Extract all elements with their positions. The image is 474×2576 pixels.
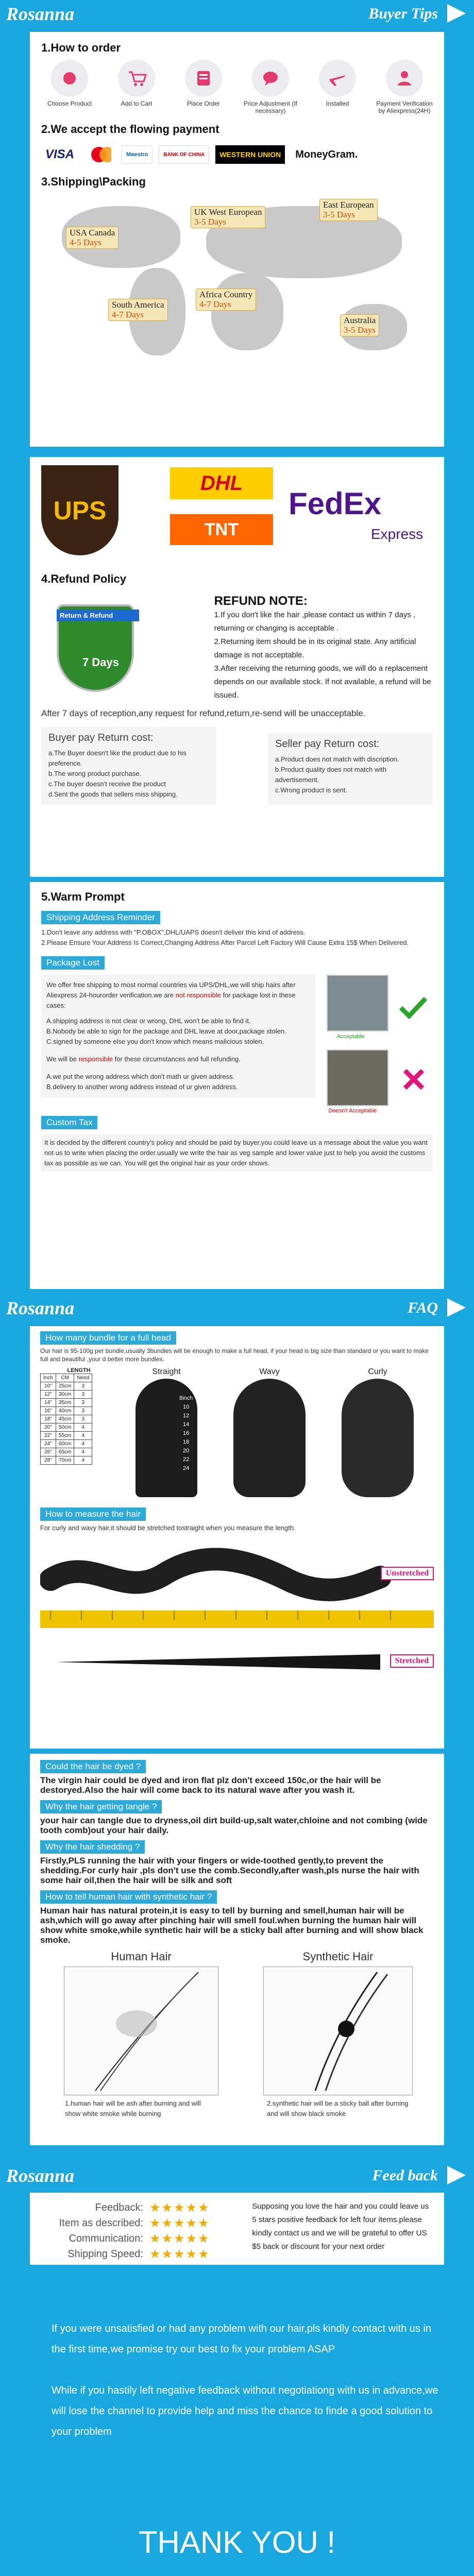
rating-rows — [40, 2200, 252, 2261]
style-straight: Straight — [136, 1367, 197, 1497]
arrow-icon — [447, 1298, 466, 1317]
dhl-logo: DHL — [170, 467, 273, 499]
label-usa-canada: USA Canada 4-5 Days — [66, 227, 118, 249]
buyer-return: Buyer pay Return cost: a.The Buyer doesn't like the product due to his preference. b.The wrong product purchase. c.The buyer doesn't receive the product d.Sent the goods that sellers miss shipping. — [41, 727, 216, 805]
brand-logo: Rosanna — [6, 4, 75, 24]
refund-item: 3.After receiving the returning goods, we will do a replacement depends on our available stock. If not available, a refund will be issued. — [214, 664, 431, 700]
header-faq — [0, 1294, 474, 1321]
feedback-notes — [52, 2318, 443, 2442]
arrow-icon — [447, 4, 466, 23]
check-icon — [399, 995, 428, 1019]
refund-item: 2.Returning item should be in its original state. Any artificial damage is not acceptable. — [214, 637, 416, 659]
address-title: Shipping Address Reminder — [41, 911, 160, 924]
burn-test — [40, 1950, 434, 2119]
section-title: Feed back — [372, 2167, 438, 2184]
not-acceptable-label: Doesn't Acceptable — [328, 1108, 377, 1114]
seller-return: Seller pay Return cost: a.Product does not match with discription. b.Product quality does not match with advertisement. c.Wrong product is sent. — [268, 733, 433, 805]
step-place: Place Order — [175, 60, 232, 114]
qa-answer: Human hair has natural protein,it is easy to tell by burning and smell,human hair will be ash,which will go away after pinching hair will smell foul.when burning the human hair will show white smoke,while synthetic hair will be a sticky ball after burning and will show black smoke. — [40, 1906, 424, 1945]
refund-body — [41, 594, 433, 702]
step-cart: Add to Cart — [108, 60, 165, 114]
bundle-title: How many bundle for a full head — [40, 1331, 176, 1345]
qa-answer: The virgin hair could be dyed and iron flat plz don't exceed 150c,or the hair will be destoryed.Also the hair will come back to its natural wave after you wash it. — [40, 1775, 381, 1795]
refund-note — [214, 594, 433, 702]
tax-text: It is decided by the different country's policy and should be paid by buyer.you could leave us a message about the value you want not us to write when placing the order.usually we write the hair as veg sample and lower value just to help you avoid the customs tax as possible as we can. You will get the original hair as your order shows. — [41, 1134, 433, 1172]
label-east-europe: East European 3-5 Days — [319, 199, 378, 221]
brand-logo: Rosanna — [6, 1298, 75, 1318]
rating-row: Communication: ★★★★★ — [69, 2231, 210, 2246]
length-table-grid: Inch CM Need 10" 25cm 3 12" 30cm 3 14" 35cm 3 16" 40cm 3 18" 45cm 3 20" 50cm 4 22" 55cm 4 24" 60cm 4 26" 65cm 4 28" 70cm 4 — [40, 1374, 92, 1465]
thank-you: THANK YOU ! — [138, 2525, 336, 2560]
synthetic-hair-test: Synthetic Hair 2.synthetic hair will be a sticky ball after burning and will show black smoke — [261, 1950, 415, 2119]
carrier-logos — [41, 465, 433, 568]
label-africa: Africa Country 4-7 Days — [196, 289, 256, 311]
label-australia: Australia 3-5 Days — [340, 314, 379, 336]
synthetic-hair-graphic — [264, 1967, 412, 2095]
style-curly: Curly — [342, 1367, 414, 1497]
hair-styles — [117, 1367, 432, 1497]
warm-heading: 5.Warm Prompt — [41, 890, 125, 903]
rating-row: Feedback: ★★★★★ — [95, 2200, 210, 2215]
refund-after: After 7 days of reception,any request for refund,return,re-send will be unacceptable. — [41, 708, 366, 718]
note-unsatisfied: If you were unsatisfied or had any problem with our hair,pls kindly contact with us in the first time,we promise try our best to fix your problem ASAP — [52, 2323, 432, 2355]
section-title: Buyer Tips — [368, 5, 438, 22]
qa-question: Could the hair be dyed ? — [40, 1760, 146, 1773]
panel-warm-prompt — [30, 882, 444, 1289]
refund-badge: Return & Refund 7 Days — [41, 594, 214, 702]
mastercard-logo — [84, 145, 115, 164]
style-wavy: Wavy — [233, 1367, 306, 1497]
arrow-icon — [447, 2166, 466, 2184]
delivery-photos — [321, 975, 433, 1114]
unstretched-label: Unstretched — [381, 1567, 434, 1580]
length-ruler: 8inch 10 12 14 16 18 20 22 24 — [179, 1395, 193, 1471]
maestro-logo: Maestro — [122, 145, 153, 164]
rating-row: Shipping Speed: ★★★★★ — [67, 2247, 210, 2261]
lost-text: We offer free shipping to most normal countries via UPS/DHL,we will ship hairs after Aliexpress 24-hourorder verification.we are not responsible for package lost in these cases: A.shipping address is not clear or wrong, DHL won't be able to find it. B.Nobody be able to sign for the package and DHL leave at door,package stolen. C.signed by someone else you don't know which means malicious stolen. We will be responsible for these circumstances and full refunding. A.we put the wrong address which don't math ur given address. B.delivery to another wrong address instead of ur given address. — [41, 975, 315, 1097]
lost-title: Package Lost — [41, 956, 105, 970]
qa-question: Why the hair getting tangle ? — [40, 1800, 162, 1814]
label-south-america: South America 4-7 Days — [108, 299, 168, 321]
note-negative: While if you hastily left negative feedback without negotiationg with us in advance,we will lose the channel to provide help and miss the chance to finde a good solution to your problem — [52, 2385, 438, 2437]
panel-bundle — [30, 1326, 444, 1749]
shipping-heading: 3.Shipping\Packing — [41, 175, 146, 188]
step-verify: Payment Verification by Aliexpress(24H) — [376, 60, 433, 114]
tax-title: Custom Tax — [41, 1116, 97, 1129]
star-icons: ★★★★★ — [149, 2200, 210, 2215]
plane-icon — [327, 68, 348, 89]
panel-qa — [30, 1754, 444, 2145]
return-cost — [41, 727, 433, 805]
door-photo — [327, 975, 388, 1031]
refund-heading: 4.Refund Policy — [41, 572, 127, 585]
chat-icon — [260, 68, 281, 89]
address-line: 1.Don't leave any address with "P.OBOX",DHL/UAPS doesn't deliver this kind of address. — [41, 928, 306, 936]
header-feedback — [0, 2162, 474, 2189]
moneygram-logo: MoneyGram. — [295, 148, 358, 160]
qa-question: How to tell human hair with synthetic hair ? — [40, 1890, 217, 1904]
order-heading: 1.How to order — [41, 41, 121, 54]
refund-note-title: REFUND NOTE: — [214, 594, 308, 608]
hand-icon — [59, 68, 80, 89]
step-price: Price Adjustment (If necessary) — [242, 60, 299, 114]
payment-heading: 2.We accept the flowing payment — [41, 123, 219, 135]
payment-logos — [41, 144, 433, 165]
ups-logo: UPS — [41, 465, 118, 555]
porch-photo — [327, 1049, 388, 1106]
star-icons: ★★★★★ — [149, 2216, 210, 2230]
measure-title: How to measure the hair — [40, 1507, 146, 1521]
fedex-express-label: Express — [371, 526, 424, 542]
bundle-body — [40, 1367, 434, 1497]
human-hair-graphic — [64, 1967, 218, 2095]
refund-item: 1.If you don't like the hair ,please contact us within 7 days , returning or changing is acceptable . — [214, 611, 416, 633]
step-installed: Installed — [309, 60, 366, 114]
qa-answer: your hair can tangle due to dryness,oil dirt build-up,salt water,chloine and not combing (wide tooth comb)out your hair daily. — [40, 1816, 428, 1835]
rating-row: Item as described: ★★★★★ — [59, 2216, 210, 2230]
address-line: 2.Please Ensure Your Address Is Correct,Changing Address After Parcel Left Factory Will Cause Extra 15$ When Delivered. — [41, 939, 409, 946]
qa-answer: Firstly,PLS running the hair with your fingers or wide-toothed gently,to prevent the shedding.For curly hair ,pls don't use the comb.Secondly,after wash,pls nurse the hair with some hair oil,then the hair will be silk and soft — [40, 1856, 419, 1885]
cross-icon — [402, 1067, 426, 1091]
stretched-label: Stretched — [390, 1654, 434, 1668]
measure-illustration — [40, 1538, 434, 1688]
western-union-logo: WESTERN UNION — [215, 145, 285, 164]
section-title: FAQ — [408, 1299, 438, 1316]
qa-question: Why the hair shedding ? — [40, 1840, 145, 1854]
panel-refund — [30, 457, 444, 877]
length-table: LENGTH Inch CM Need 10" 25cm 3 12" 30cm 3 14" 35cm 3 16" 40cm 3 18" 45cm 3 20" 50cm 4 22" 55cm 4 24" 60cm 4 26" 65cm 4 28" 70cm 4 — [40, 1367, 117, 1497]
human-hair-test: Human Hair 1.human hair will be ash after burning and will show white smoke while burning — [59, 1950, 224, 2119]
bank-of-china-logo: BANK OF CHINA — [159, 145, 209, 164]
hair-ruler-graphic — [40, 1538, 434, 1688]
feedback-text: Supposing you love the hair and you could leave us 5 stars positive feedback for left four items.please kindly contact us and we will be grateful to offer US $5 back or discount for your next order — [252, 2202, 429, 2251]
tnt-logo: TNT — [170, 514, 273, 545]
label-uk-west-europe: UK West European 3-5 Days — [191, 206, 265, 228]
visa-logo: VISA — [45, 147, 75, 161]
person-icon — [394, 68, 415, 89]
cart-icon — [126, 68, 147, 89]
acceptable-label: Acceptable — [336, 1033, 365, 1040]
bundle-text: Our hair is 95-100g per bundle,usually 3bundles will be enough to make a full head, if your head is big size than standard or you want to make full and beautiful ,your d better more bundles. — [40, 1347, 429, 1363]
measure-text: For curly and wavy hair,it should be stretched tostraight when you measure the length. — [40, 1524, 296, 1532]
lost-body — [41, 975, 433, 1114]
fedex-logo: FedEx — [289, 486, 382, 521]
order-steps — [41, 60, 433, 114]
panel-order — [30, 32, 444, 447]
panel-feedback — [30, 2193, 444, 2265]
header-buyer-tips — [0, 0, 474, 27]
brand-logo: Rosanna — [6, 2165, 75, 2186]
star-icons: ★★★★★ — [149, 2247, 210, 2261]
order-icon — [193, 68, 214, 89]
world-map — [52, 196, 422, 366]
step-choose: Choose Product — [41, 60, 98, 114]
star-icons: ★★★★★ — [149, 2231, 210, 2246]
africa-shape — [211, 273, 283, 350]
